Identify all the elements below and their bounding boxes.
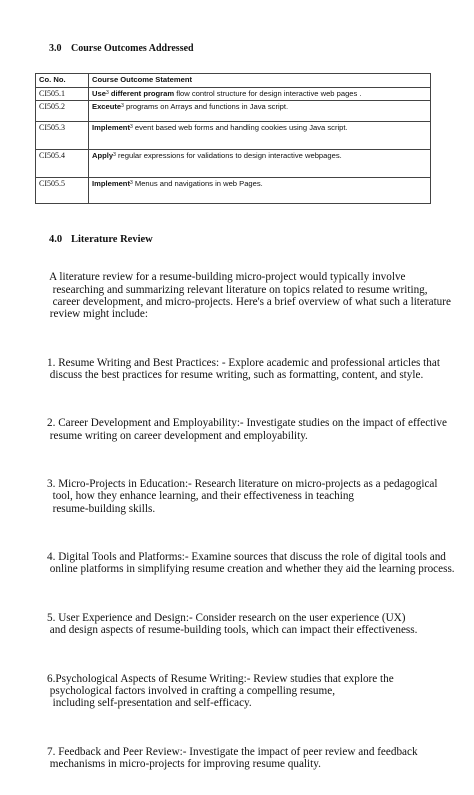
co-statement	[89, 88, 431, 101]
review-item-2: 2. Career Development and Employability:- Investigate studies on the impact of effective resume writing on career development and employability.	[47, 417, 447, 442]
co-verb: Exceute	[92, 102, 122, 111]
review-item-3: 3. Micro-Projects in Education:- Research literature on micro-projects as a pedagogical tool, how they enhance learning, and their effectiveness in teaching resume-building skills.	[47, 478, 438, 515]
co-verb: Implement	[92, 179, 130, 188]
column-header-statement: Course Outcome Statement	[89, 74, 431, 88]
bloom-level: 3	[129, 180, 133, 186]
section-title: Literature Review	[71, 234, 153, 245]
review-item-7: 7. Feedback and Peer Review:- Investigate the impact of peer review and feedback mechanisms in micro-projects for improving resume quality.	[47, 745, 418, 771]
co-statement	[89, 150, 431, 178]
table-row	[36, 101, 431, 122]
review-item-5: 5. User Experience and Design:- Consider research on the user experience (UX) and design aspects of resume-building tools, which can impact their effectiveness.	[47, 612, 418, 637]
bloom-level: 3	[121, 103, 124, 109]
section-number: 3.0	[49, 43, 62, 54]
co-text: flow control structure for design interactive web pages .	[174, 89, 362, 98]
co-number: CI505.2	[36, 101, 89, 122]
section-heading-course-outcomes	[49, 43, 194, 54]
review-item-6: 6.Psychological Aspects of Resume Writing:- Review studies that explore the psychological factors involved in crafting a compelling resume, including self-presentation and self-efficacy.	[47, 672, 394, 710]
review-item-1: 1. Resume Writing and Best Practices: - Explore academic and professional articles that discuss the best practices for resume writing, such as formatting, content, and style.	[47, 356, 440, 381]
bloom-level: 3	[129, 124, 133, 130]
table-row	[36, 178, 431, 204]
intro-paragraph: A literature review for a resume-building micro-project would typically involve researching and summarizing relevant literature on topics related to resume writing, career development, and micro-projects. Here's a brief overview of what such a literature review might include:	[49, 271, 451, 321]
bloom-level: 3	[105, 90, 109, 96]
co-number: CI505.1	[36, 88, 89, 101]
bloom-level: 3	[113, 152, 116, 158]
co-verb: Implement	[92, 123, 130, 132]
co-text: regular expressions for validations to design interactive webpages.	[115, 151, 342, 160]
table-row	[36, 150, 431, 178]
co-number: CI505.5	[36, 178, 89, 204]
course-outcomes-table	[35, 73, 431, 204]
co-statement	[89, 122, 431, 150]
table-row	[36, 88, 431, 101]
co-statement	[89, 178, 431, 204]
review-item-4: 4. Digital Tools and Platforms:- Examine sources that discuss the role of digital tools and online platforms in simplifying resume creation and whether they aid the learning process.	[47, 551, 455, 576]
co-text: Menus and navigations in web Pages.	[132, 179, 263, 188]
literature-review-body	[47, 247, 457, 795]
co-number: CI505.3	[36, 122, 89, 150]
co-number: CI505.4	[36, 150, 89, 178]
table-row	[36, 122, 431, 150]
section-title: Course Outcomes Addressed	[71, 43, 194, 54]
co-verb: Apply	[92, 151, 114, 160]
table-header-row	[36, 74, 431, 88]
co-verb: Use	[92, 89, 106, 98]
co-statement	[89, 101, 431, 122]
co-verb-rest: different program	[108, 89, 175, 98]
column-header-co-no: Co. No.	[36, 74, 89, 88]
section-heading-literature-review	[49, 234, 153, 245]
section-number: 4.0	[49, 234, 63, 245]
co-text: event based web forms and handling cookies using Java script.	[132, 123, 348, 132]
co-text: programs on Arrays and functions in Java script.	[123, 102, 289, 111]
